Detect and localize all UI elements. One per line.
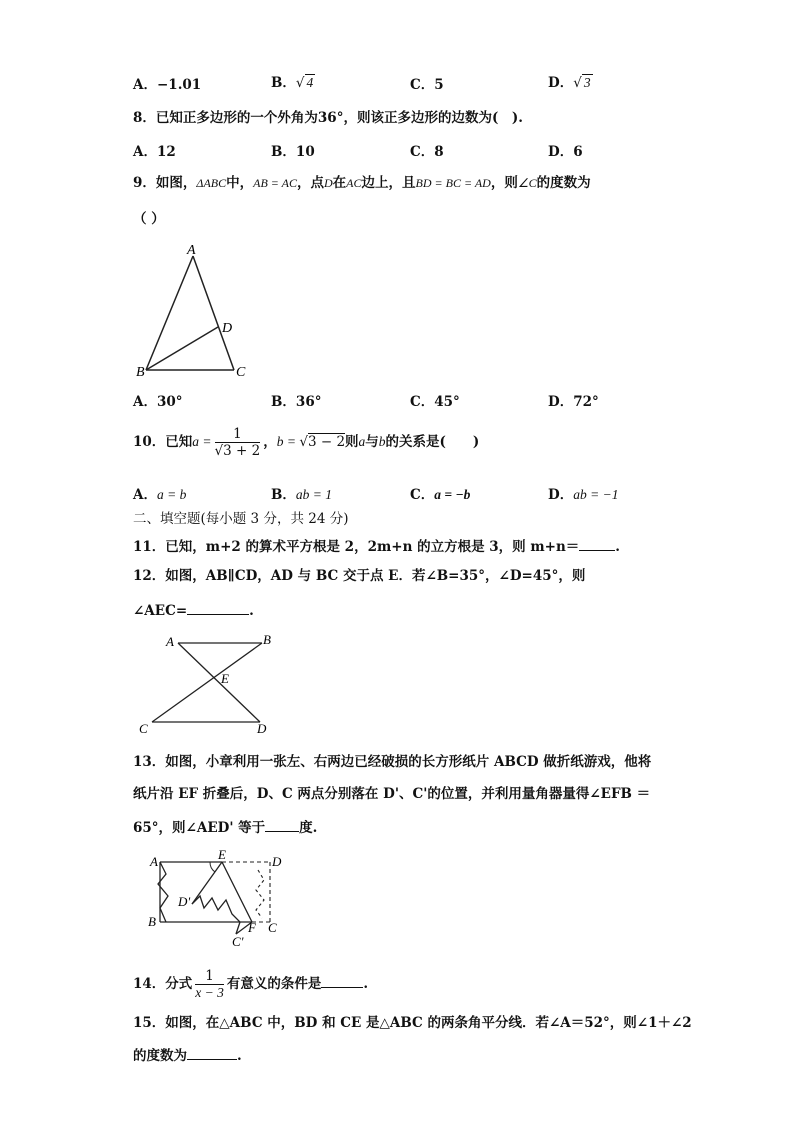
q12-stem: 12．如图，AB∥CD，AD 与 BC 交于点 E．若∠B=35°，∠D=45°，则 xyxy=(133,568,586,584)
q13-fold-figure xyxy=(140,846,300,952)
section-heading: 二、填空题(每小题 3 分，共 24 分) xyxy=(133,511,349,527)
q13-label-e: E xyxy=(218,847,226,862)
q10-stem: 10．已知a = $\frac{1}{√3 + 2}$ ，b = √3 − 2则a与b的关系是( ) xyxy=(133,426,480,459)
q13-label-c-prime: C' xyxy=(232,934,244,949)
q14-answer-blank xyxy=(321,973,363,988)
q13-label-d-prime: D' xyxy=(178,894,191,909)
q13-label-a: A xyxy=(150,854,158,869)
q15-stem-line2: 的度数为 . xyxy=(133,1045,242,1065)
q12-stem-line2: ∠AEC= . xyxy=(133,600,254,620)
q11-answer-blank xyxy=(579,536,615,551)
q12-figure xyxy=(132,630,282,740)
q14-stem: 14．分式 $\frac{1}{x - 3}$ 有意义的条件是 . xyxy=(133,968,369,1000)
q10-option-a: A．a = b xyxy=(133,487,187,503)
q15-stem-line1: 15．如图，在△ABC 中，BD 和 CE 是△ABC 的两条角平分线．若∠A＝52°，则∠1＋∠2 xyxy=(133,1015,692,1031)
q13-label-c: C xyxy=(268,920,277,935)
q8-option-c: C．8 xyxy=(410,144,444,160)
q7-option-c: C．5 xyxy=(410,77,444,93)
q13-stem-line1: 13．如图，小章利用一张左、右两边已经破损的长方形纸片 ABCD 做折纸游戏，他将 xyxy=(133,754,652,770)
q12-label-d: D xyxy=(257,721,267,736)
q9-option-d: D．72° xyxy=(548,394,599,410)
q15-answer-blank xyxy=(187,1045,237,1060)
q13-label-d: D xyxy=(272,854,282,869)
q9-triangle-figure xyxy=(130,240,260,382)
q8-option-a: A．12 xyxy=(133,144,176,160)
q10-option-d: D．ab = −1 xyxy=(548,487,619,503)
q8-stem: 8．已知正多边形的一个外角为36°，则该正多边形的边数为( ). xyxy=(133,110,523,126)
q13-answer-blank xyxy=(265,817,299,832)
q13-stem-line3: 65°，则∠AED' 等于 度. xyxy=(133,817,317,837)
q9-label-c: C xyxy=(236,365,246,380)
q13-stem-line2: 纸片沿 EF 折叠后，D、C 两点分别落在 D'、C'的位置，并利用量角器量得∠EFB ＝ xyxy=(133,786,651,802)
q13-label-f: F xyxy=(248,920,256,935)
q9-label-b: B xyxy=(136,365,145,380)
q9-label-d: D xyxy=(222,321,233,336)
q12-answer-blank xyxy=(187,600,249,615)
q9-label-a: A xyxy=(187,243,196,258)
q12-label-e: E xyxy=(221,671,229,686)
q7-option-d: D．√ 3 xyxy=(548,75,591,91)
q9-option-c: C．45° xyxy=(410,394,460,410)
q10-option-c: C．a = −b xyxy=(410,487,471,503)
q9-stem: 9．如图，ΔABC中，AB = AC，点D在AC边上，且BD = BC = AD，则∠C的度数为 xyxy=(133,175,591,191)
q7-option-a: A．−1.01 xyxy=(133,77,202,93)
q11-stem: 11．已知，m+2 的算术平方根是 2，2m+n 的立方根是 3，则 m+n＝ . xyxy=(133,536,620,556)
q10-option-b: B．ab = 1 xyxy=(271,487,333,503)
q9-answer-paren: （ ） xyxy=(133,211,165,227)
q12-label-b: B xyxy=(263,632,271,647)
q8-option-d: D．6 xyxy=(548,144,583,160)
q9-option-a: A．30° xyxy=(133,394,183,410)
q13-label-b: B xyxy=(148,914,156,929)
q9-option-b: B．36° xyxy=(271,394,322,410)
q12-label-c: C xyxy=(139,721,148,736)
q12-label-a: A xyxy=(166,634,174,649)
q8-option-b: B．10 xyxy=(271,144,315,160)
q7-option-b: B．√ 4 xyxy=(271,75,314,91)
